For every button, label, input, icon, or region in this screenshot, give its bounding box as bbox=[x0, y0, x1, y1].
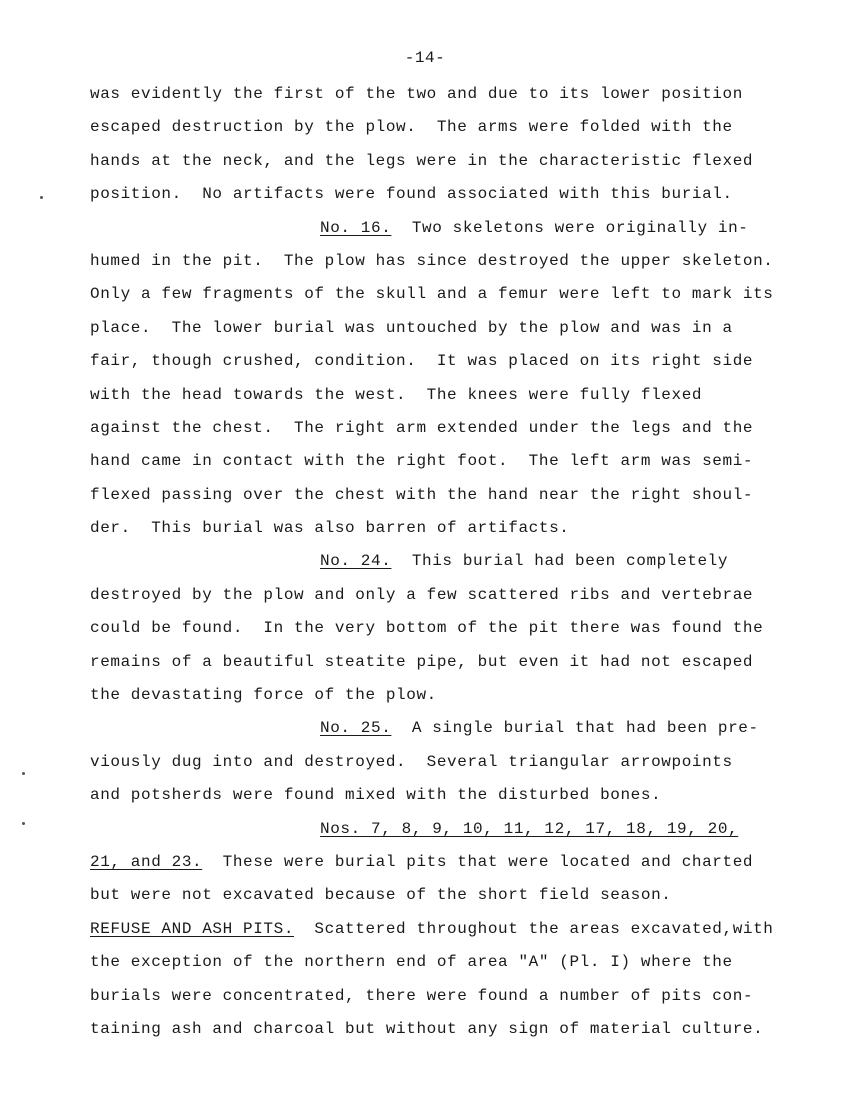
line-text: These were burial pits that were located and charted bbox=[202, 852, 754, 871]
document-body bbox=[90, 83, 774, 1051]
line-text: hands at the neck, and the legs were in the characteristic flexed bbox=[90, 151, 754, 170]
text-line bbox=[90, 617, 770, 650]
line-text: place. The lower burial was untouched by the plow and was in a bbox=[90, 318, 733, 337]
text-line bbox=[90, 784, 770, 817]
scan-speck bbox=[22, 822, 25, 825]
text-line bbox=[90, 651, 770, 684]
text-line bbox=[90, 851, 770, 884]
underlined-heading: No. 24. bbox=[320, 552, 392, 571]
underlined-heading: 21, and 23. bbox=[90, 852, 203, 871]
line-text: escaped destruction by the plow. The arms were folded with the bbox=[90, 118, 733, 137]
line-text: the devastating force of the plow. bbox=[90, 686, 437, 705]
text-line bbox=[90, 684, 770, 717]
text-line bbox=[90, 150, 770, 183]
underlined-heading: No. 25. bbox=[320, 719, 392, 738]
scan-speck bbox=[22, 772, 25, 775]
line-text: Only a few fragments of the skull and a femur were left to mark its bbox=[90, 285, 774, 304]
line-text: A single burial that had been pre- bbox=[391, 719, 759, 738]
line-text: viously dug into and destroyed. Several triangular arrowpoints bbox=[90, 752, 733, 771]
line-text: Two skeletons were originally in- bbox=[391, 218, 749, 237]
scan-speck bbox=[40, 196, 43, 199]
text-line bbox=[90, 116, 770, 149]
text-line bbox=[90, 751, 770, 784]
line-text: hand came in contact with the right foot. The left arm was semi- bbox=[90, 452, 754, 471]
line-text: could be found. In the very bottom of the pit there was found the bbox=[90, 619, 764, 638]
line-text: against the chest. The right arm extended under the legs and the bbox=[90, 418, 754, 437]
text-line bbox=[90, 985, 770, 1018]
text-line bbox=[90, 818, 770, 851]
page-number: -14- bbox=[404, 49, 446, 67]
line-text: der. This burial was also barren of artifacts. bbox=[90, 519, 570, 538]
text-line bbox=[90, 384, 770, 417]
text-line bbox=[90, 1018, 770, 1051]
text-line bbox=[90, 951, 770, 984]
line-text: but were not excavated because of the short field season. bbox=[90, 886, 672, 905]
text-line bbox=[90, 350, 770, 383]
text-line bbox=[90, 484, 770, 517]
text-line bbox=[90, 83, 770, 116]
line-text: the exception of the northern end of area "A" (Pl. I) where the bbox=[90, 953, 733, 972]
text-line bbox=[90, 283, 774, 316]
line-text: burials were concentrated, there were found a number of pits con- bbox=[90, 986, 754, 1005]
line-text: This burial had been completely bbox=[391, 552, 729, 571]
line-text: was evidently the first of the two and due to its lower position bbox=[90, 85, 743, 103]
line-text: flexed passing over the chest with the hand near the right shoul- bbox=[90, 485, 754, 504]
text-line bbox=[90, 450, 770, 483]
line-text: Scattered throughout the areas excavated,with bbox=[294, 919, 774, 938]
underlined-heading: No. 16. bbox=[320, 218, 392, 237]
underlined-heading: REFUSE AND ASH PITS. bbox=[90, 919, 295, 938]
text-line bbox=[90, 717, 770, 750]
line-text: taining ash and charcoal but without any sign of material culture. bbox=[90, 1019, 764, 1038]
underlined-heading: Nos. 7, 8, 9, 10, 11, 12, 17, 18, 19, 20, bbox=[320, 819, 739, 838]
line-text: destroyed by the plow and only a few scattered ribs and vertebrae bbox=[90, 585, 754, 604]
text-line bbox=[90, 517, 770, 550]
text-line bbox=[90, 918, 774, 951]
line-text: with the head towards the west. The knees were fully flexed bbox=[90, 385, 703, 404]
line-text: humed in the pit. The plow has since destroyed the upper skeleton. bbox=[90, 251, 774, 270]
line-text: position. No artifacts were found associated with this burial. bbox=[90, 185, 733, 204]
line-text: remains of a beautiful steatite pipe, but even it had not escaped bbox=[90, 652, 754, 671]
line-text: and potsherds were found mixed with the disturbed bones. bbox=[90, 786, 662, 805]
text-line bbox=[90, 417, 770, 450]
text-line bbox=[90, 217, 770, 250]
text-line bbox=[90, 550, 770, 583]
text-line bbox=[90, 183, 770, 216]
text-line bbox=[90, 584, 770, 617]
text-line bbox=[90, 317, 770, 350]
text-line bbox=[90, 884, 770, 917]
text-line bbox=[90, 250, 774, 283]
line-text: fair, though crushed, condition. It was placed on its right side bbox=[90, 352, 754, 371]
